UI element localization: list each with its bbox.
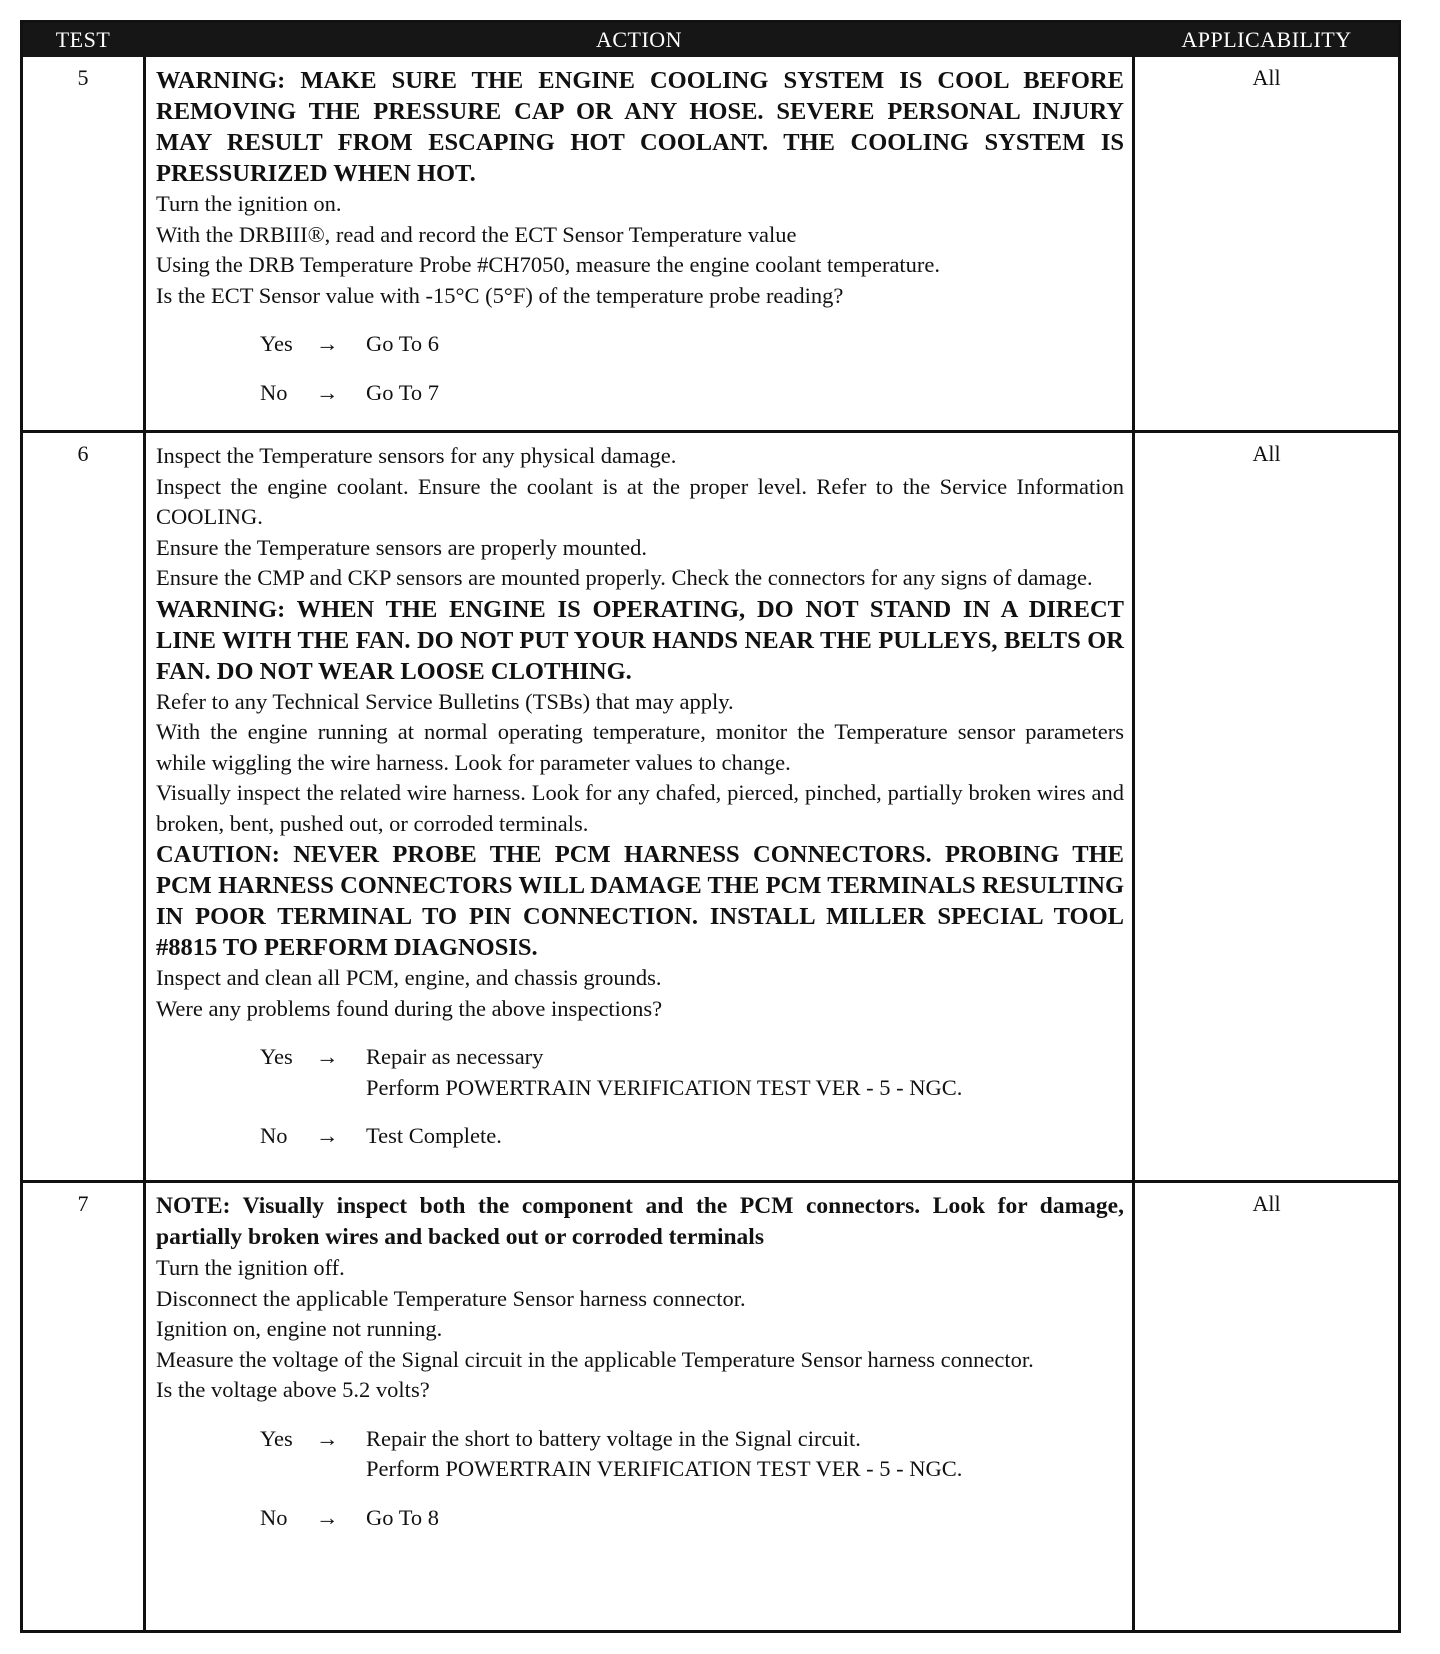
header-applicability: APPLICABILITY: [1181, 27, 1352, 52]
choice-label: No: [260, 379, 288, 405]
applicability-cell: All: [1252, 65, 1281, 90]
table-row: [23, 430, 1398, 1180]
test-number: 7: [77, 1191, 89, 1216]
choice-label: Yes: [260, 1425, 293, 1451]
choice-result: Perform POWERTRAIN VERIFICATION TEST VER - 5 - NGC.: [366, 1074, 963, 1100]
choice-result: Test Complete.: [366, 1123, 502, 1148]
action-cell: [143, 433, 1135, 1180]
choice-label: Yes: [260, 1044, 293, 1069]
step-text: Ensure the Temperature sensors are properly mounted.: [156, 534, 647, 560]
right-arrow-icon: →: [316, 331, 339, 356]
choice-yes: [260, 1042, 1124, 1103]
question-text: Is the ECT Sensor value with -15°C (5°F) of the temperature probe reading?: [156, 282, 844, 308]
step-text: Visually inspect the related wire harness. Look for any chafed, pierced, pinched, partially broken wires and broken, bent, pushed out, or corroded terminals.: [156, 780, 1124, 836]
choice-result: Repair as necessary: [366, 1044, 544, 1069]
step-text: Turn the ignition on.: [156, 191, 342, 216]
choice-no: [260, 1121, 1124, 1152]
choice-no: [260, 378, 1124, 409]
step-text: Refer to any Technical Service Bulletins (TSBs) that may apply.: [156, 688, 734, 714]
choice-label: Yes: [260, 331, 293, 356]
step-text: Using the DRB Temperature Probe #CH7050, measure the engine coolant temperature.: [156, 252, 941, 277]
step-text: Inspect the Temperature sensors for any physical damage.: [156, 443, 677, 468]
step-text: Inspect and clean all PCM, engine, and chassis grounds.: [156, 965, 662, 990]
applicability-cell: All: [1252, 1191, 1281, 1216]
note-text: NOTE: Visually inspect both the component and the PCM connectors. Look for damage, partially broken wires and backed out or corroded terminals: [156, 1193, 1124, 1250]
choice-yes: [260, 1424, 1124, 1485]
caution-text: CAUTION: NEVER PROBE THE PCM HARNESS CONNECTORS. PROBING THE PCM HARNESS CONNECTORS WILL DAMAGE THE PCM TERMINALS RESULTING IN POOR TERMINAL TO PIN CONNECTION. INSTALL MILLER SPECIAL TOOL #8815 TO PERFORM DIAGNOSIS.: [156, 841, 1124, 961]
step-text: With the DRBIII®, read and record the ECT Sensor Temperature value: [156, 221, 797, 247]
warning-text: WARNING: WHEN THE ENGINE IS OPERATING, DO NOT STAND IN A DIRECT LINE WITH THE FAN. DO NOT PUT YOUR HANDS NEAR THE PULLEYS, BELTS OR FAN. DO NOT WEAR LOOSE CLOTHING.: [156, 595, 1124, 685]
table-header: [23, 23, 1398, 57]
test-number: 5: [77, 65, 89, 90]
warning-text: WARNING: MAKE SURE THE ENGINE COOLING SYSTEM IS COOL BEFORE REMOVING THE PRESSURE CAP OR ANY HOSE. SEVERE PERSONAL INJURY MAY RESULT FROM ESCAPING HOT COOLANT. THE COOLING SYSTEM IS PRESSURIZED WHEN HOT.: [156, 67, 1124, 187]
question-text: Is the voltage above 5.2 volts?: [156, 1377, 430, 1402]
header-action: ACTION: [595, 27, 683, 52]
action-cell: [143, 1183, 1135, 1633]
step-text: Ignition on, engine not running.: [156, 1316, 443, 1341]
choice-result: Perform POWERTRAIN VERIFICATION TEST VER - 5 - NGC.: [366, 1456, 963, 1481]
question-text: Were any problems found during the above inspections?: [156, 995, 663, 1021]
header-test: TEST: [55, 27, 111, 52]
choice-label: No: [260, 1504, 288, 1530]
action-cell: [143, 57, 1135, 430]
choice-yes: [260, 329, 1124, 360]
choice-list: [156, 329, 1124, 408]
choice-list: [156, 1424, 1124, 1534]
choice-result: Go To 7: [366, 379, 440, 405]
choice-no: [260, 1503, 1124, 1534]
choice-list: [156, 1042, 1124, 1152]
step-text: With the engine running at normal operating temperature, monitor the Temperature sensor parameters while wiggling the wire harness. Look for parameter values to change.: [156, 719, 1124, 775]
test-number: 6: [77, 441, 89, 466]
step-text: Ensure the CMP and CKP sensors are mounted properly. Check the connectors for any signs of damage.: [156, 565, 1093, 590]
right-arrow-icon: →: [316, 1504, 339, 1530]
choice-result: Go To 6: [366, 331, 440, 356]
step-text: Measure the voltage of the Signal circuit in the applicable Temperature Sensor harness connector.: [156, 1346, 1034, 1372]
step-text: Inspect the engine coolant. Ensure the coolant is at the proper level. Refer to the Service Information COOLING.: [156, 473, 1124, 529]
step-text: Turn the ignition off.: [156, 1255, 345, 1280]
choice-result: Go To 8: [366, 1504, 440, 1530]
right-arrow-icon: →: [316, 1044, 339, 1069]
table-row: [23, 57, 1398, 430]
right-arrow-icon: →: [316, 379, 339, 405]
right-arrow-icon: →: [316, 1123, 339, 1148]
diagnostic-table: [20, 20, 1401, 1633]
choice-result: Repair the short to battery voltage in the Signal circuit.: [366, 1425, 861, 1451]
applicability-cell: All: [1252, 441, 1281, 466]
table-row: [23, 1180, 1398, 1633]
step-text: Disconnect the applicable Temperature Sensor harness connector.: [156, 1285, 746, 1311]
choice-label: No: [260, 1123, 288, 1148]
right-arrow-icon: →: [316, 1425, 339, 1451]
